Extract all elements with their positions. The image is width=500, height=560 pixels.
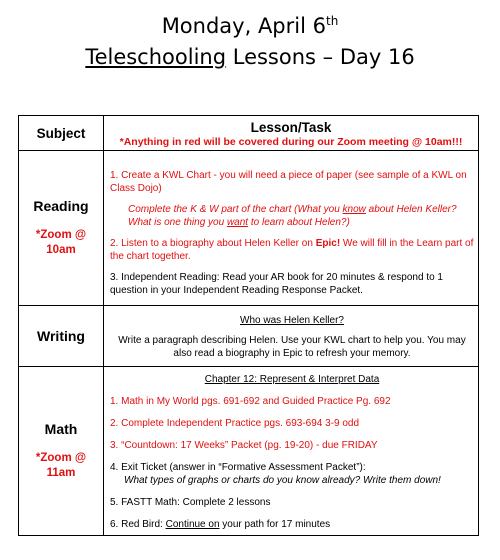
math-item-2: 2. Complete Independent Practice pgs. 693-694 3-9 odd xyxy=(110,418,360,429)
header-row xyxy=(19,116,479,151)
epic-link-text: Epic! xyxy=(315,238,341,249)
reading-item-3: 3. Independent Reading: Read your AR book for 20 minutes & respond to 1 question in your Independent Reading Response Packet. xyxy=(110,272,443,296)
math-row xyxy=(19,367,479,536)
title-teleschooling: Teleschooling xyxy=(85,45,227,69)
reading-row xyxy=(19,151,479,306)
page-title-lessons xyxy=(0,45,500,69)
reading-item-2: 2. Listen to a biography about Helen Keller on Epic! We will fill in the Learn part of the chart together. xyxy=(110,238,474,262)
reading-item-1-note: Complete the K & W part of the chart (What you know about Helen Keller? What is one thing you want to learn about Helen?) xyxy=(128,204,457,228)
reading-task-cell xyxy=(104,151,479,306)
zoom-red-note: *Anything in red will be covered during our Zoom meeting @ 10am!!! xyxy=(119,136,463,148)
math-zoom-time: *Zoom @ 11am xyxy=(35,452,87,479)
reading-item-1: 1. Create a KWL Chart - you will need a piece of paper (see sample of a KWL on Class Dojo) xyxy=(110,170,467,194)
reading-subject-cell xyxy=(19,151,104,306)
reading-subject: Reading xyxy=(33,198,89,215)
title-rest: Lessons – Day 16 xyxy=(226,45,415,69)
writing-text: Write a paragraph describing Helen. Use your KWL chart to help you. You may also read a biography in Epic to refresh your memory. xyxy=(118,335,466,359)
math-subject: Math xyxy=(44,421,78,438)
math-item-1: 1. Math in My World pgs. 691-692 and Guided Practice Pg. 692 xyxy=(110,396,391,407)
task-column-header xyxy=(104,116,479,151)
page-title-date: Monday, April 6th xyxy=(161,14,339,38)
math-item-5: 5. FASTT Math: Complete 2 lessons xyxy=(110,497,271,508)
writing-subject-cell: Writing xyxy=(19,306,104,367)
math-task-cell xyxy=(104,367,479,536)
writing-row xyxy=(19,306,479,367)
math-item-6: 6. Red Bird: Continue on your path for 17 minutes xyxy=(110,519,331,530)
task-header-label: Lesson/Task xyxy=(250,120,332,135)
math-item-3: 3. “Countdown: 17 Weeks” Packet (pg. 19-20) - due FRIDAY xyxy=(110,440,378,451)
reading-zoom-time: *Zoom @ 10am xyxy=(35,229,87,256)
writing-task-cell xyxy=(104,306,479,367)
writing-heading: Who was Helen Keller? xyxy=(240,315,344,326)
math-item-4: 4. Exit Ticket (answer in “Formative Assessment Packet”): xyxy=(110,462,366,473)
lesson-table xyxy=(18,115,479,536)
date-suffix: th xyxy=(325,14,339,28)
math-item-4-question: What types of graphs or charts do you know already? Write them down! xyxy=(124,475,441,486)
math-heading: Chapter 12: Represent & Interpret Data xyxy=(204,374,380,385)
subject-column-header: Subject xyxy=(19,116,104,151)
math-subject-cell xyxy=(19,367,104,536)
